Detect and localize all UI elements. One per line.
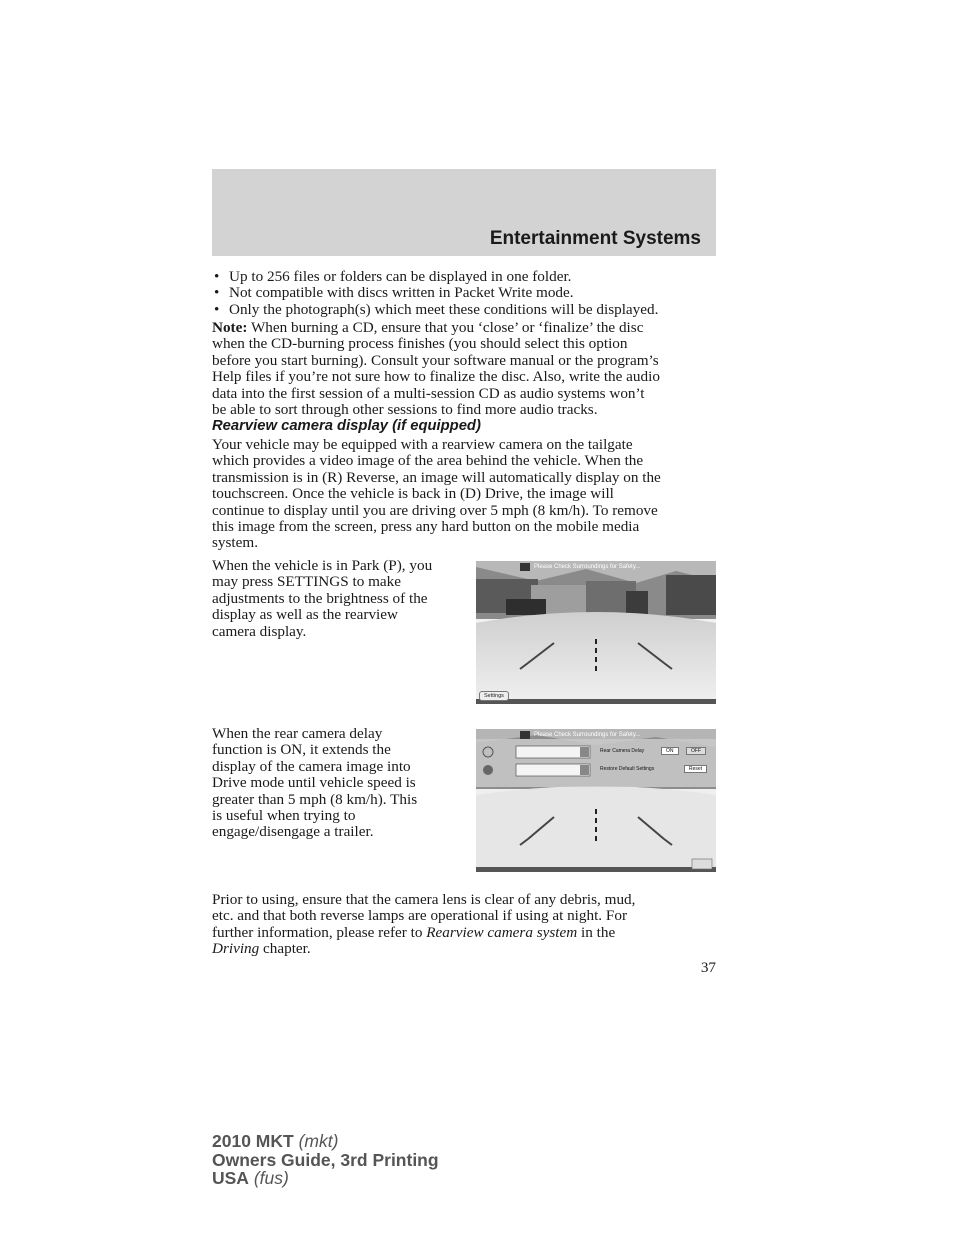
park-paragraph: When the vehicle is in Park (P), you may press SETTINGS to make adjustments to the brightness of the display as well as the rearview camera display.	[212, 557, 433, 640]
camera-image	[476, 561, 716, 704]
prior-paragraph: Prior to using, ensure that the camera lens is clear of any debris, mud, etc. and that both reverse lamps are operational if using at night. For further information, please refer to Rearview camera system in the Driving chapter.	[212, 891, 636, 958]
reset-button[interactable]: Reset	[684, 765, 707, 773]
header-band	[212, 169, 716, 256]
bullet-glyph: •	[214, 284, 220, 302]
rearview-camera-settings-screen	[476, 729, 716, 872]
camera-banner: Please Check Surroundings for Safety...	[534, 564, 641, 570]
restore-defaults-label: Restore Default Settings	[600, 766, 655, 772]
list-item: • Not compatible with discs written in Packet Write mode.	[214, 284, 574, 302]
subsection-heading: Rearview camera display (if equipped)	[212, 418, 481, 434]
camera-image	[476, 729, 716, 872]
cross-reference-link: Rearview camera system	[426, 923, 578, 941]
note-paragraph: Note: When burning a CD, ensure that you ‘close’ or ‘finalize’ the disc when the CD-burning process finishes (you should select this option before you start burning). Consult your software manual or the program’s Help files if you’re not sure how to finalize the disc. Also, write the audio data into the first session of a multi-session CD as audio systems won’t be able to sort through other sessions to find more audio tracks.	[212, 319, 660, 419]
page-number: 37	[700, 959, 716, 976]
rearview-camera-screen	[476, 561, 716, 704]
delay-paragraph: When the rear camera delay function is ON, it extends the display of the camera image into Drive mode until vehicle speed is greater than 5 mph (8 km/h). This is useful when trying to engage/disengage a trailer.	[212, 725, 418, 841]
bullet-list	[212, 269, 732, 318]
intro-paragraph: Your vehicle may be equipped with a rearview camera on the tailgate which provides a video image of the area behind the vehicle. When the transmission is in (R) Reverse, an image will automatically display on the touchscreen. Once the vehicle is back in (D) Drive, the image will continue to display until you are driving over 5 mph (8 km/h). To remove this image from the screen, press any hard button on the mobile media system.	[212, 436, 661, 552]
footer: 2010 MKT (mkt) Owners Guide, 3rd Printing USA (fus)	[212, 1131, 439, 1188]
rear-camera-delay-label: Rear Camera Delay	[600, 748, 645, 754]
bullet-glyph: •	[214, 268, 220, 285]
settings-button[interactable]: Settings	[479, 691, 509, 701]
delay-on-button[interactable]: ON	[661, 747, 679, 755]
bullet-glyph: •	[214, 300, 220, 318]
list-item: • Up to 256 files or folders can be displayed in one folder.	[214, 268, 572, 285]
list-item: • Only the photograph(s) which meet these conditions will be displayed.	[214, 300, 659, 318]
delay-off-button[interactable]: OFF	[686, 747, 706, 755]
note-label: Note:	[212, 319, 248, 336]
camera-banner: Please Check Surroundings for Safety...	[534, 732, 641, 738]
section-title: Entertainment Systems	[489, 228, 701, 249]
chapter-reference: Driving	[212, 940, 260, 958]
